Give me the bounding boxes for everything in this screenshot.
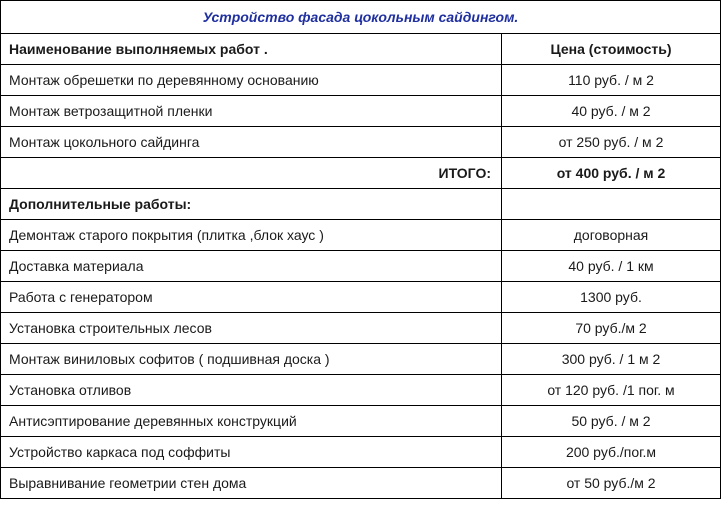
item-price: договорная — [502, 220, 721, 251]
item-price: 40 руб. / м 2 — [502, 96, 721, 127]
item-price: 300 руб. / 1 м 2 — [502, 344, 721, 375]
table-row — [1, 313, 721, 344]
table-row — [1, 468, 721, 499]
total-row — [1, 158, 721, 189]
item-name: Монтаж обрешетки по деревянному основанию — [1, 65, 502, 96]
title-row — [1, 1, 721, 34]
table-row — [1, 437, 721, 468]
additional-header: Дополнительные работы: — [1, 189, 502, 220]
header-name: Наименование выполняемых работ . — [1, 34, 502, 65]
total-label: ИТОГО: — [1, 158, 502, 189]
empty-cell — [502, 189, 721, 220]
item-name: Антисэптирование деревянных конструкций — [1, 406, 502, 437]
additional-header-row — [1, 189, 721, 220]
item-name: Установка отливов — [1, 375, 502, 406]
item-name: Доставка материала — [1, 251, 502, 282]
table-row — [1, 127, 721, 158]
item-price: от 50 руб./м 2 — [502, 468, 721, 499]
item-price: 70 руб./м 2 — [502, 313, 721, 344]
item-name: Монтаж виниловых софитов ( подшивная доска ) — [1, 344, 502, 375]
item-name: Монтаж цокольного сайдинга — [1, 127, 502, 158]
total-value: от 400 руб. / м 2 — [502, 158, 721, 189]
table-row — [1, 65, 721, 96]
table-row — [1, 220, 721, 251]
table-row — [1, 282, 721, 313]
table-row — [1, 251, 721, 282]
item-name: Выравнивание геометрии стен дома — [1, 468, 502, 499]
item-name: Работа с генератором — [1, 282, 502, 313]
table-row — [1, 344, 721, 375]
header-price: Цена (стоимость) — [502, 34, 721, 65]
item-price: 40 руб. / 1 км — [502, 251, 721, 282]
item-price: 1300 руб. — [502, 282, 721, 313]
item-price: от 250 руб. / м 2 — [502, 127, 721, 158]
item-name: Устройство каркаса под соффиты — [1, 437, 502, 468]
table-row — [1, 375, 721, 406]
table-title: Устройство фасада цокольным сайдингом. — [1, 1, 721, 34]
item-price: 200 руб./пог.м — [502, 437, 721, 468]
header-row — [1, 34, 721, 65]
item-price: 110 руб. / м 2 — [502, 65, 721, 96]
table-row — [1, 96, 721, 127]
table-row — [1, 406, 721, 437]
item-price: от 120 руб. /1 пог. м — [502, 375, 721, 406]
item-price: 50 руб. / м 2 — [502, 406, 721, 437]
item-name: Установка строительных лесов — [1, 313, 502, 344]
item-name: Монтаж ветрозащитной пленки — [1, 96, 502, 127]
item-name: Демонтаж старого покрытия (плитка ,блок хаус ) — [1, 220, 502, 251]
